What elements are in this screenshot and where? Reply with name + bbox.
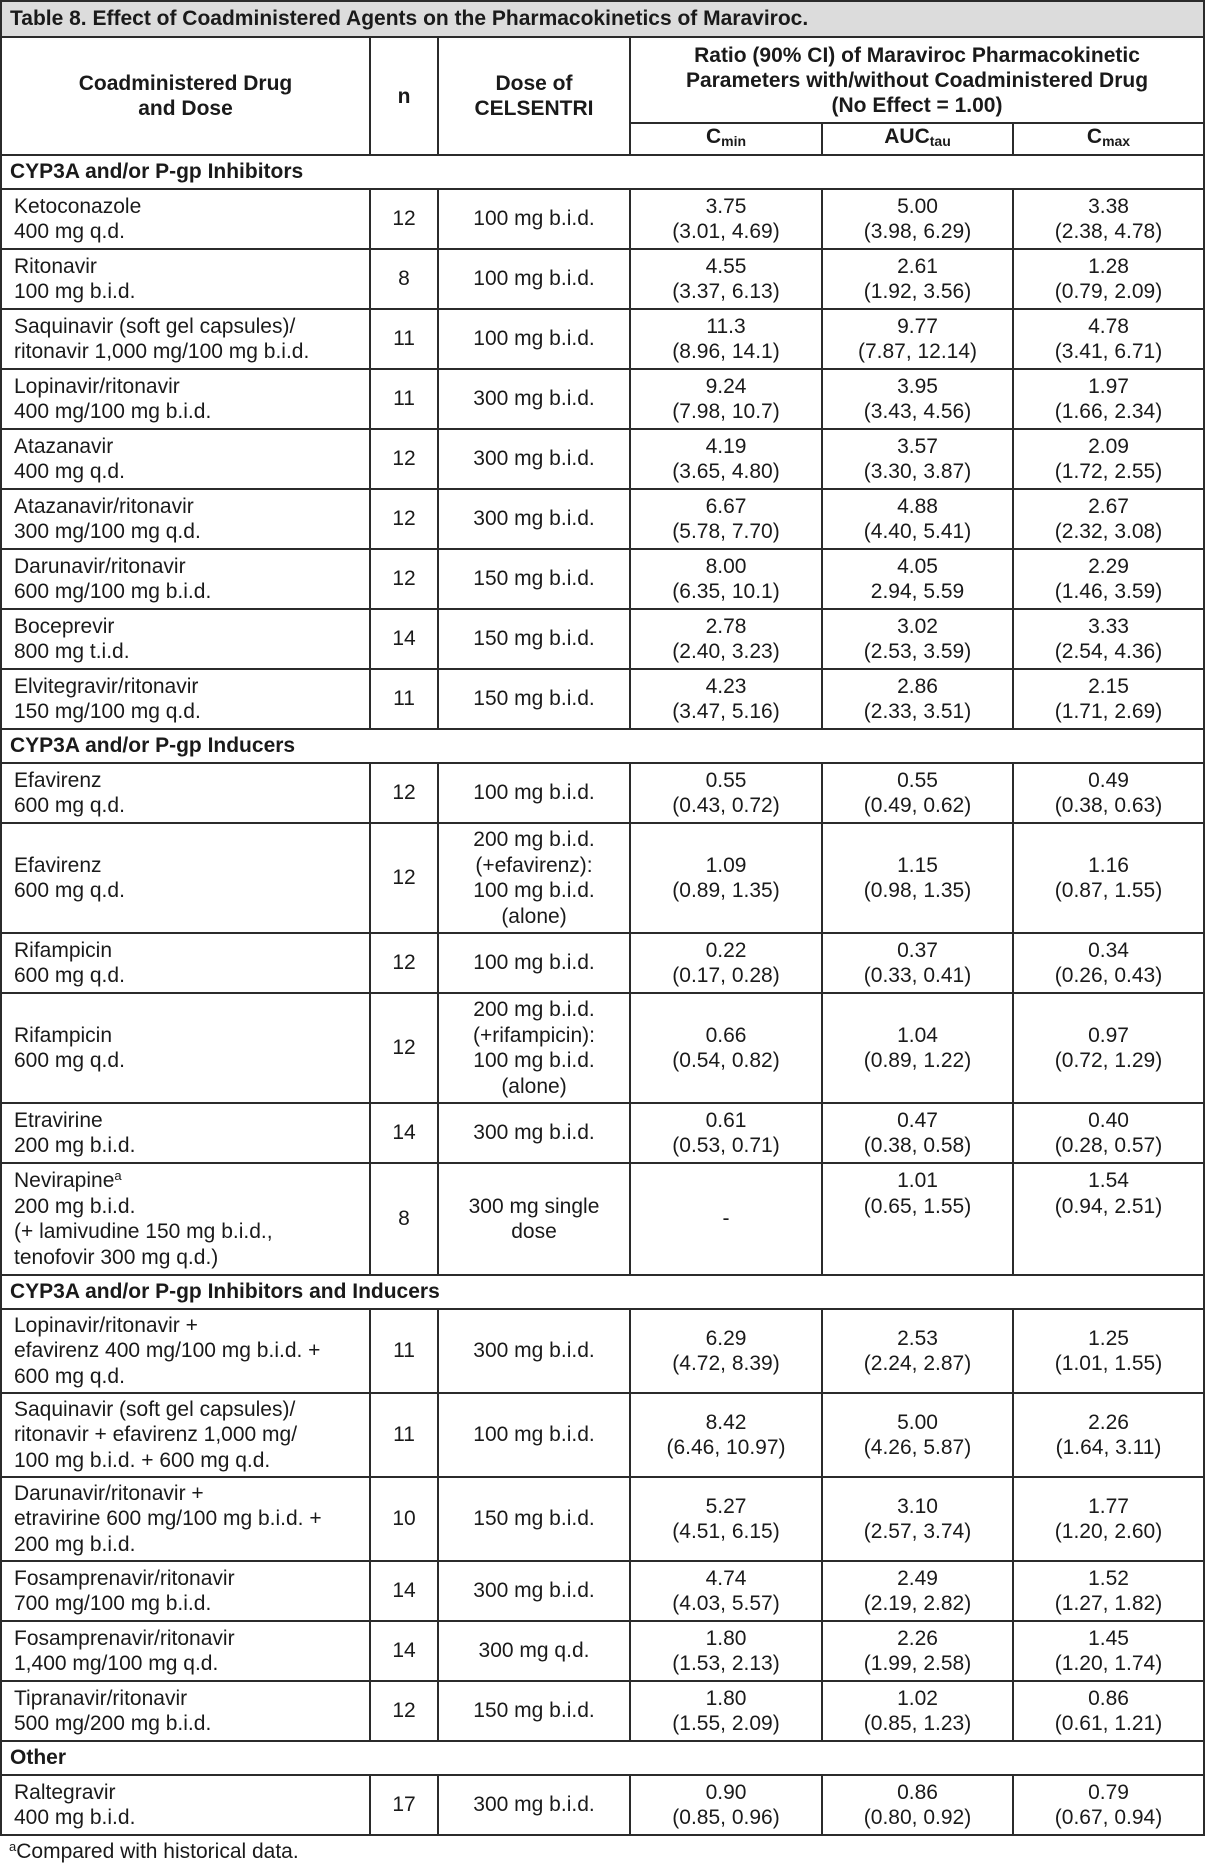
- table-row: [1, 309, 1204, 369]
- auc-cell: 2.26 (1.99, 2.58): [822, 1621, 1013, 1681]
- cmin-cell: 0.55 (0.43, 0.72): [630, 763, 822, 823]
- table-title: Table 8. Effect of Coadministered Agents on the Pharmacokinetics of Maraviroc.: [1, 1, 1204, 37]
- header-dose: Dose of CELSENTRI: [438, 37, 630, 155]
- dose-cell: 150 mg b.i.d.: [438, 549, 630, 609]
- drug-cell: Fosamprenavir/ritonavir 1,400 mg/100 mg q.d.: [1, 1621, 370, 1681]
- table-row: [1, 1477, 1204, 1561]
- cmax-cell: 4.78 (3.41, 6.71): [1013, 309, 1204, 369]
- table-row: [1, 249, 1204, 309]
- table-row: [1, 1309, 1204, 1393]
- cmin-cell: 8.00 (6.35, 10.1): [630, 549, 822, 609]
- section-heading: CYP3A and/or P-gp Inducers: [1, 729, 1204, 763]
- table-row: [1, 369, 1204, 429]
- auc-cell: 1.04 (0.89, 1.22): [822, 993, 1013, 1103]
- cmax-cell: 2.29 (1.46, 3.59): [1013, 549, 1204, 609]
- cmin-cell: 0.90 (0.85, 0.96): [630, 1775, 822, 1835]
- dose-cell: 150 mg b.i.d.: [438, 609, 630, 669]
- table-row: [1, 1621, 1204, 1681]
- table-row: [1, 1681, 1204, 1741]
- n-cell: 12: [370, 763, 438, 823]
- n-cell: 14: [370, 1621, 438, 1681]
- drug-cell: Ketoconazole 400 mg q.d.: [1, 189, 370, 249]
- table-row: [1, 1561, 1204, 1621]
- cmax-cell: 1.52 (1.27, 1.82): [1013, 1561, 1204, 1621]
- drug-cell: Atazanavir/ritonavir 300 mg/100 mg q.d.: [1, 489, 370, 549]
- drug-cell: Boceprevir 800 mg t.i.d.: [1, 609, 370, 669]
- n-cell: 14: [370, 1103, 438, 1163]
- n-cell: 8: [370, 249, 438, 309]
- cmax-cell: 0.49 (0.38, 0.63): [1013, 763, 1204, 823]
- table-row: [1, 489, 1204, 549]
- auc-cell: 1.02 (0.85, 1.23): [822, 1681, 1013, 1741]
- drug-cell: Efavirenz 600 mg q.d.: [1, 823, 370, 933]
- table-row: [1, 669, 1204, 729]
- cmax-cell: 1.77 (1.20, 2.60): [1013, 1477, 1204, 1561]
- cmin-cell: 0.22 (0.17, 0.28): [630, 933, 822, 993]
- drug-cell: Darunavir/ritonavir + etravirine 600 mg/100 mg b.i.d. + 200 mg b.i.d.: [1, 1477, 370, 1561]
- drug-cell: Saquinavir (soft gel capsules)/ ritonavir 1,000 mg/100 mg b.i.d.: [1, 309, 370, 369]
- section-heading: Other: [1, 1741, 1204, 1775]
- n-cell: 10: [370, 1477, 438, 1561]
- n-cell: 12: [370, 993, 438, 1103]
- drug-cell: Efavirenz 600 mg q.d.: [1, 763, 370, 823]
- drug-cell: Etravirine 200 mg b.i.d.: [1, 1103, 370, 1163]
- table-body: [1, 155, 1204, 1835]
- cmin-cell: -: [630, 1163, 822, 1275]
- table-row: [1, 763, 1204, 823]
- cmin-cell: 4.55 (3.37, 6.13): [630, 249, 822, 309]
- n-cell: 8: [370, 1163, 438, 1275]
- dose-cell: 300 mg b.i.d.: [438, 1561, 630, 1621]
- n-cell: 11: [370, 1393, 438, 1477]
- table-row: [1, 189, 1204, 249]
- cmax-cell: 1.28 (0.79, 2.09): [1013, 249, 1204, 309]
- auc-cell: 0.47 (0.38, 0.58): [822, 1103, 1013, 1163]
- footnote: $^a$Compared with historical data.: [9, 1839, 299, 1864]
- dose-cell: 100 mg b.i.d.: [438, 763, 630, 823]
- cmax-cell: 0.97 (0.72, 1.29): [1013, 993, 1204, 1103]
- n-cell: 12: [370, 549, 438, 609]
- cmin-cell: 4.23 (3.47, 5.16): [630, 669, 822, 729]
- auc-cell: 3.95 (3.43, 4.56): [822, 369, 1013, 429]
- dose-cell: 300 mg b.i.d.: [438, 369, 630, 429]
- cmax-cell: 0.34 (0.26, 0.43): [1013, 933, 1204, 993]
- cmin-cell: 3.75 (3.01, 4.69): [630, 189, 822, 249]
- dose-cell: 300 mg b.i.d.: [438, 1309, 630, 1393]
- auc-cell: 2.49 (2.19, 2.82): [822, 1561, 1013, 1621]
- drug-cell: Saquinavir (soft gel capsules)/ ritonavir + efavirenz 1,000 mg/ 100 mg b.i.d. + 600 mg q.d.: [1, 1393, 370, 1477]
- cmin-cell: 0.61 (0.53, 0.71): [630, 1103, 822, 1163]
- cmin-cell: 9.24 (7.98, 10.7): [630, 369, 822, 429]
- n-cell: 12: [370, 429, 438, 489]
- dose-cell: 300 mg b.i.d.: [438, 1775, 630, 1835]
- cmax-cell: 0.86 (0.61, 1.21): [1013, 1681, 1204, 1741]
- dose-cell: 200 mg b.i.d. (+rifampicin): 100 mg b.i.d. (alone): [438, 993, 630, 1103]
- n-cell: 11: [370, 369, 438, 429]
- drug-cell: Rifampicin 600 mg q.d.: [1, 993, 370, 1103]
- dose-cell: 300 mg b.i.d.: [438, 489, 630, 549]
- section-heading: CYP3A and/or P-gp Inhibitors: [1, 155, 1204, 189]
- cmax-cell: 1.25 (1.01, 1.55): [1013, 1309, 1204, 1393]
- n-cell: 14: [370, 1561, 438, 1621]
- auc-cell: 5.00 (4.26, 5.87): [822, 1393, 1013, 1477]
- table-row: [1, 1163, 1204, 1275]
- header-auc: $AUC_{tau}$: [822, 123, 1013, 155]
- cmax-cell: 0.79 (0.67, 0.94): [1013, 1775, 1204, 1835]
- dose-cell: 300 mg b.i.d.: [438, 1103, 630, 1163]
- drug-cell: Atazanavir 400 mg q.d.: [1, 429, 370, 489]
- n-cell: 14: [370, 609, 438, 669]
- dose-cell: 150 mg b.i.d.: [438, 669, 630, 729]
- table-row: [1, 1393, 1204, 1477]
- cmax-cell: 3.38 (2.38, 4.78): [1013, 189, 1204, 249]
- auc-cell: 2.61 (1.92, 3.56): [822, 249, 1013, 309]
- auc-cell: 3.57 (3.30, 3.87): [822, 429, 1013, 489]
- n-cell: 11: [370, 1309, 438, 1393]
- header-cmax: $C_{max}$: [1013, 123, 1204, 155]
- auc-cell: 0.37 (0.33, 0.41): [822, 933, 1013, 993]
- header-n: n: [370, 37, 438, 155]
- table-row: [1, 1775, 1204, 1835]
- cmin-cell: 6.29 (4.72, 8.39): [630, 1309, 822, 1393]
- auc-cell: 9.77 (7.87, 12.14): [822, 309, 1013, 369]
- n-cell: 11: [370, 669, 438, 729]
- n-cell: 12: [370, 189, 438, 249]
- cmax-cell: 2.67 (2.32, 3.08): [1013, 489, 1204, 549]
- dose-cell: 300 mg b.i.d.: [438, 429, 630, 489]
- drug-cell: Nevirapine$^a$ 200 mg b.i.d. (+ lamivudine 150 mg b.i.d., tenofovir 300 mg q.d.): [1, 1163, 370, 1275]
- auc-cell: 2.86 (2.33, 3.51): [822, 669, 1013, 729]
- cmax-cell: 3.33 (2.54, 4.36): [1013, 609, 1204, 669]
- table-row: [1, 993, 1204, 1103]
- cmin-cell: 1.80 (1.53, 2.13): [630, 1621, 822, 1681]
- drug-cell: Tipranavir/ritonavir 500 mg/200 mg b.i.d.: [1, 1681, 370, 1741]
- drug-cell: Elvitegravir/ritonavir 150 mg/100 mg q.d.: [1, 669, 370, 729]
- dose-cell: 150 mg b.i.d.: [438, 1477, 630, 1561]
- section-heading: CYP3A and/or P-gp Inhibitors and Inducers: [1, 1275, 1204, 1309]
- table-row: [1, 429, 1204, 489]
- auc-cell: 5.00 (3.98, 6.29): [822, 189, 1013, 249]
- auc-cell: 2.53 (2.24, 2.87): [822, 1309, 1013, 1393]
- dose-cell: 300 mg single dose: [438, 1163, 630, 1275]
- auc-cell: 3.10 (2.57, 3.74): [822, 1477, 1013, 1561]
- cmin-cell: 1.09 (0.89, 1.35): [630, 823, 822, 933]
- header-cmin: $C_{min}$: [630, 123, 822, 155]
- dose-cell: 100 mg b.i.d.: [438, 1393, 630, 1477]
- n-cell: 12: [370, 933, 438, 993]
- dose-cell: 150 mg b.i.d.: [438, 1681, 630, 1741]
- dose-cell: 100 mg b.i.d.: [438, 189, 630, 249]
- n-cell: 11: [370, 309, 438, 369]
- drug-cell: Lopinavir/ritonavir + efavirenz 400 mg/100 mg b.i.d. + 600 mg q.d.: [1, 1309, 370, 1393]
- cmin-cell: 6.67 (5.78, 7.70): [630, 489, 822, 549]
- dose-cell: 200 mg b.i.d. (+efavirenz): 100 mg b.i.d. (alone): [438, 823, 630, 933]
- drug-cell: Rifampicin 600 mg q.d.: [1, 933, 370, 993]
- cmin-cell: 11.3 (8.96, 14.1): [630, 309, 822, 369]
- cmin-cell: 8.42 (6.46, 10.97): [630, 1393, 822, 1477]
- n-cell: 17: [370, 1775, 438, 1835]
- drug-cell: Darunavir/ritonavir 600 mg/100 mg b.i.d.: [1, 549, 370, 609]
- auc-cell: 3.02 (2.53, 3.59): [822, 609, 1013, 669]
- auc-cell: 4.05 2.94, 5.59: [822, 549, 1013, 609]
- cmax-cell: 0.40 (0.28, 0.57): [1013, 1103, 1204, 1163]
- auc-cell: 1.01 (0.65, 1.55): [822, 1163, 1013, 1275]
- table-row: [1, 609, 1204, 669]
- n-cell: 12: [370, 1681, 438, 1741]
- cmin-cell: 1.80 (1.55, 2.09): [630, 1681, 822, 1741]
- dose-cell: 300 mg q.d.: [438, 1621, 630, 1681]
- cmax-cell: 1.16 (0.87, 1.55): [1013, 823, 1204, 933]
- table-row: [1, 933, 1204, 993]
- drug-cell: Ritonavir 100 mg b.i.d.: [1, 249, 370, 309]
- auc-cell: 1.15 (0.98, 1.35): [822, 823, 1013, 933]
- cmax-cell: 1.45 (1.20, 1.74): [1013, 1621, 1204, 1681]
- auc-cell: 4.88 (4.40, 5.41): [822, 489, 1013, 549]
- auc-cell: 0.86 (0.80, 0.92): [822, 1775, 1013, 1835]
- drug-cell: Lopinavir/ritonavir 400 mg/100 mg b.i.d.: [1, 369, 370, 429]
- cmin-cell: 0.66 (0.54, 0.82): [630, 993, 822, 1103]
- cmax-cell: 2.09 (1.72, 2.55): [1013, 429, 1204, 489]
- table-row: [1, 549, 1204, 609]
- drug-cell: Raltegravir 400 mg b.i.d.: [1, 1775, 370, 1835]
- dose-cell: 100 mg b.i.d.: [438, 249, 630, 309]
- table-row: [1, 1103, 1204, 1163]
- auc-cell: 0.55 (0.49, 0.62): [822, 763, 1013, 823]
- cmin-cell: 5.27 (4.51, 6.15): [630, 1477, 822, 1561]
- cmax-cell: 1.54 (0.94, 2.51): [1013, 1163, 1204, 1275]
- header-ratio: Ratio (90% CI) of Maraviroc Pharmacokinetic Parameters with/without Coadministered Drug (No Effect = 1.00): [630, 37, 1204, 123]
- cmax-cell: 2.15 (1.71, 2.69): [1013, 669, 1204, 729]
- table-row: [1, 823, 1204, 933]
- dose-cell: 100 mg b.i.d.: [438, 309, 630, 369]
- cmax-cell: 1.97 (1.66, 2.34): [1013, 369, 1204, 429]
- header-drug: Coadministered Drug and Dose: [1, 37, 370, 155]
- cmin-cell: 4.19 (3.65, 4.80): [630, 429, 822, 489]
- n-cell: 12: [370, 489, 438, 549]
- cmin-cell: 4.74 (4.03, 5.57): [630, 1561, 822, 1621]
- drug-cell: Fosamprenavir/ritonavir 700 mg/100 mg b.i.d.: [1, 1561, 370, 1621]
- cmin-cell: 2.78 (2.40, 3.23): [630, 609, 822, 669]
- dose-cell: 100 mg b.i.d.: [438, 933, 630, 993]
- cmax-cell: 2.26 (1.64, 3.11): [1013, 1393, 1204, 1477]
- n-cell: 12: [370, 823, 438, 933]
